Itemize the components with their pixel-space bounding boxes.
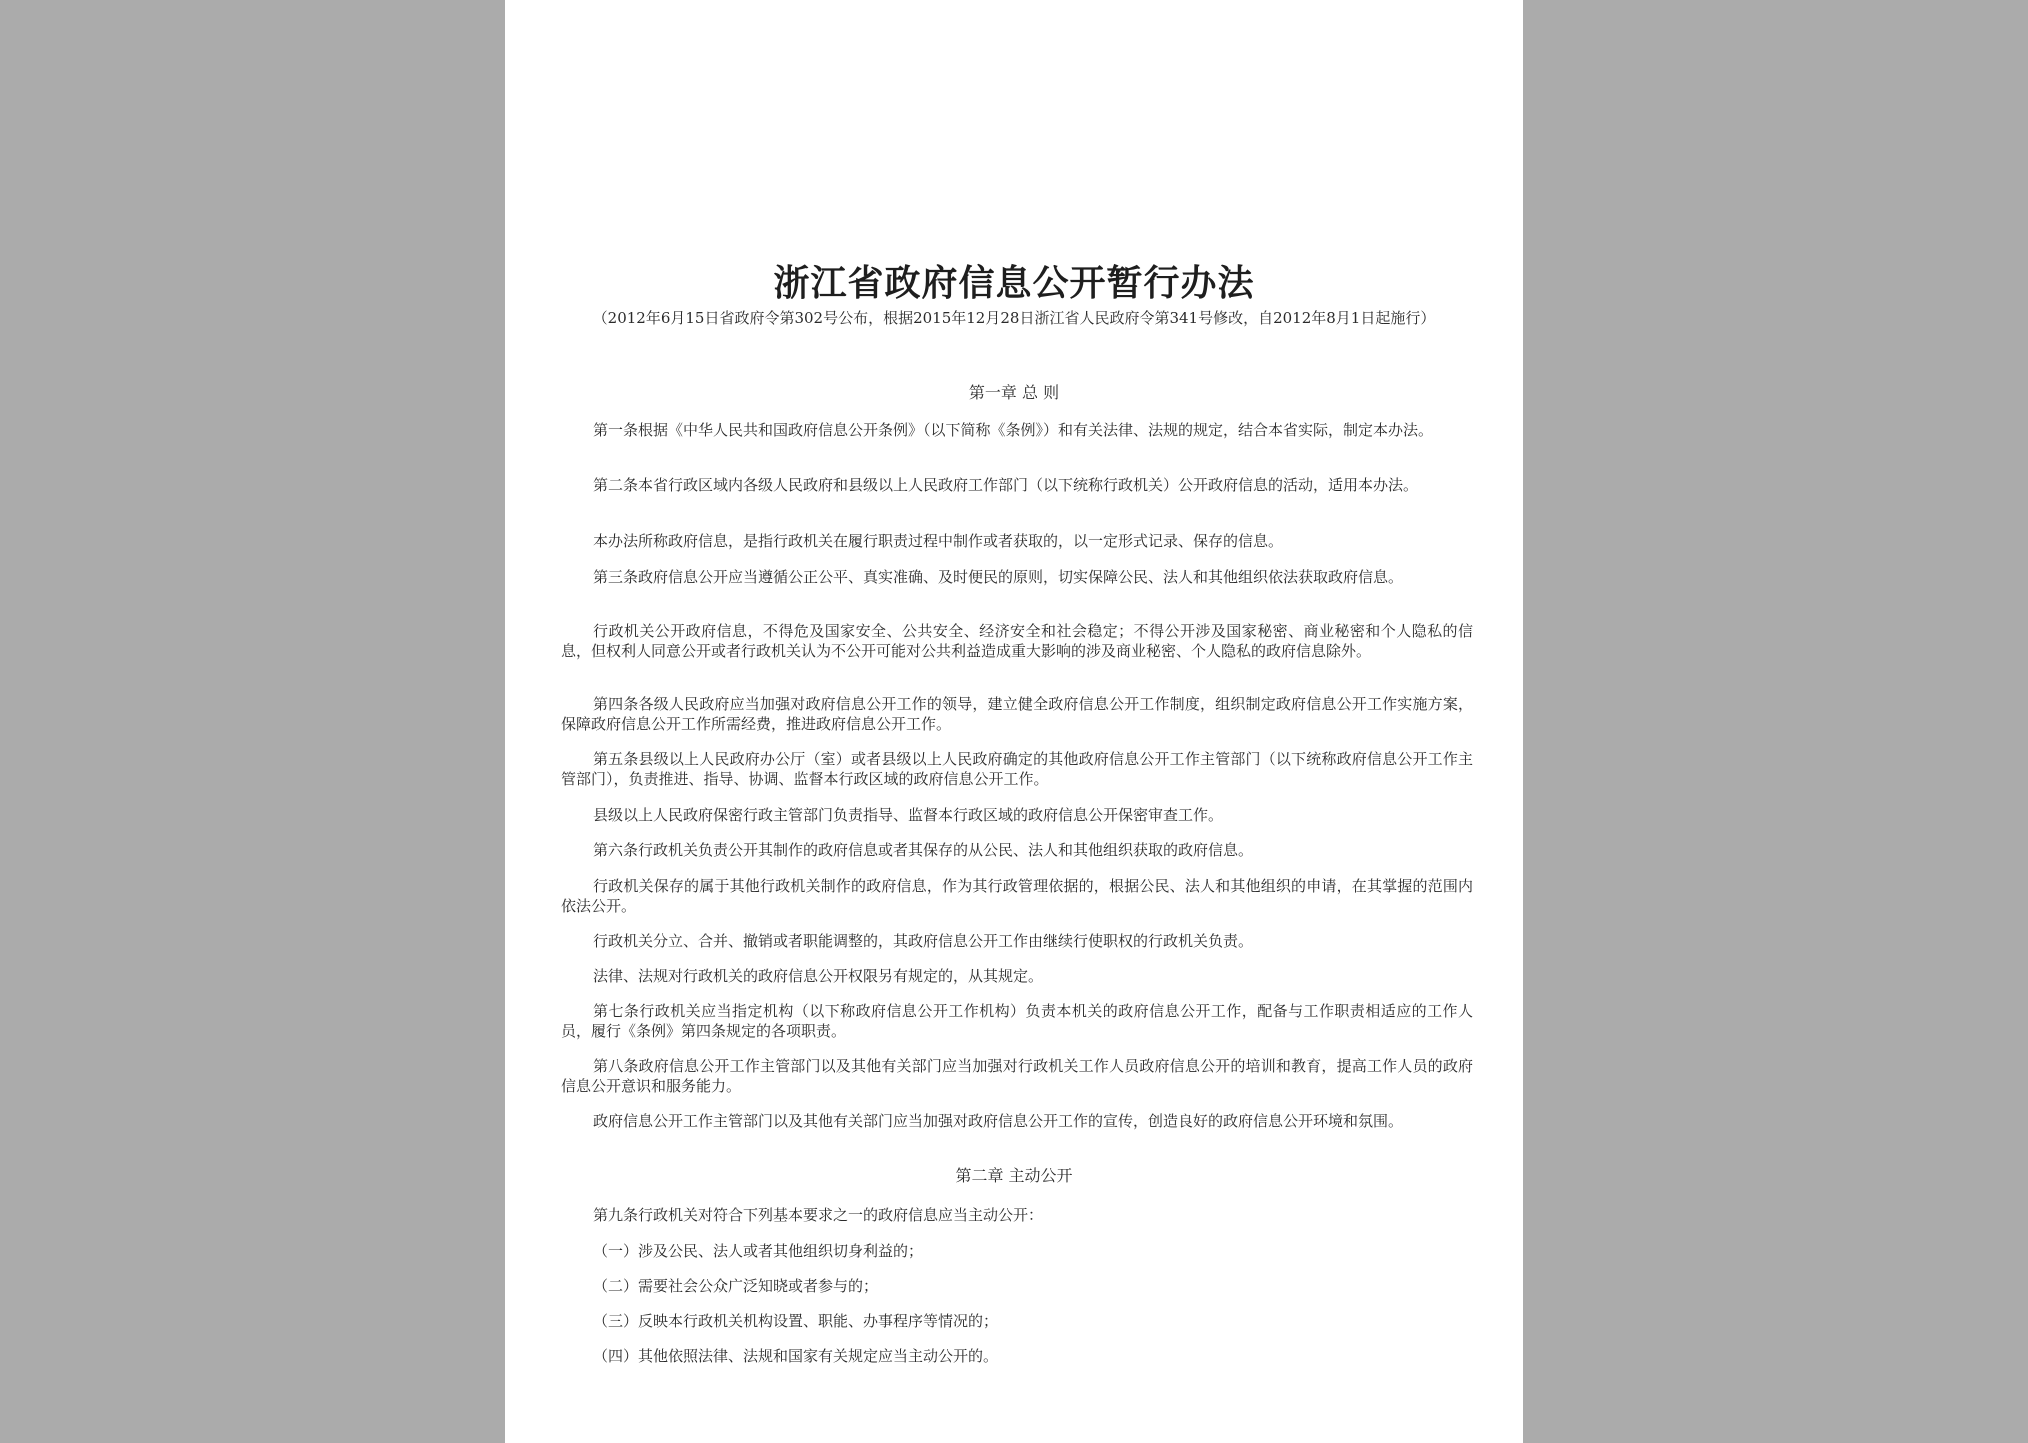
paragraph: 第八条政府信息公开工作主管部门以及其他有关部门应当加强对行政机关工作人员政府信息公开的培训和教育，提高工作人员的政府信息公开意识和服务能力。 bbox=[561, 1057, 1473, 1095]
paragraph: 第四条各级人民政府应当加强对政府信息公开工作的领导，建立健全政府信息公开工作制度，组织制定政府信息公开工作实施方案，保障政府信息公开工作所需经费，推进政府信息公开工作。 bbox=[561, 695, 1473, 733]
list-item: （四）其他依照法律、法规和国家有关规定应当主动公开的。 bbox=[593, 1347, 999, 1365]
paragraph: 本办法所称政府信息，是指行政机关在履行职责过程中制作或者获取的，以一定形式记录、保存的信息。 bbox=[593, 532, 1284, 550]
paragraph: 第六条行政机关负责公开其制作的政府信息或者其保存的从公民、法人和其他组织获取的政府信息。 bbox=[593, 841, 1254, 859]
paragraph: 第七条行政机关应当指定机构（以下称政府信息公开工作机构）负责本机关的政府信息公开工作，配备与工作职责相适应的工作人员，履行《条例》第四条规定的各项职责。 bbox=[561, 1002, 1473, 1040]
list-item: （二）需要社会公众广泛知晓或者参与的； bbox=[593, 1277, 879, 1295]
document-subtitle: （2012年6月15日省政府令第302号公布，根据2015年12月28日浙江省人民政府令第341号修改，自2012年8月1日起施行） bbox=[592, 309, 1436, 327]
paragraph: 第二条本省行政区域内各级人民政府和县级以上人民政府工作部门（以下统称行政机关）公开政府信息的活动，适用本办法。 bbox=[593, 476, 1419, 494]
paragraph: 行政机关公开政府信息，不得危及国家安全、公共安全、经济安全和社会稳定；不得公开涉及国家秘密、商业秘密和个人隐私的信息，但权利人同意公开或者行政机关认为不公开可能对公共利益造成重大影响的涉及商业秘密、个人隐私的政府信息除外。 bbox=[561, 622, 1473, 660]
paragraph: 第一条根据《中华人民共和国政府信息公开条例》（以下简称《条例》）和有关法律、法规的规定，结合本省实际，制定本办法。 bbox=[593, 421, 1434, 439]
paragraph: 第三条政府信息公开应当遵循公正公平、真实准确、及时便民的原则，切实保障公民、法人和其他组织依法获取政府信息。 bbox=[593, 568, 1404, 586]
chapter-heading: 第二章 主动公开 bbox=[955, 1166, 1073, 1185]
paragraph: 政府信息公开工作主管部门以及其他有关部门应当加强对政府信息公开工作的宣传，创造良好的政府信息公开环境和氛围。 bbox=[593, 1112, 1404, 1130]
list-item: （一）涉及公民、法人或者其他组织切身利益的； bbox=[593, 1242, 924, 1260]
document-title: 浙江省政府信息公开暂行办法 bbox=[773, 262, 1255, 304]
paragraph: 第九条行政机关对符合下列基本要求之一的政府信息应当主动公开： bbox=[593, 1206, 1044, 1224]
list-item: （三）反映本行政机关机构设置、职能、办事程序等情况的； bbox=[593, 1312, 999, 1330]
paragraph: 行政机关分立、合并、撤销或者职能调整的，其政府信息公开工作由继续行使职权的行政机关负责。 bbox=[593, 932, 1254, 950]
paragraph: 行政机关保存的属于其他行政机关制作的政府信息，作为其行政管理依据的，根据公民、法人和其他组织的申请，在其掌握的范围内依法公开。 bbox=[561, 877, 1473, 915]
chapter-heading: 第一章 总 则 bbox=[968, 383, 1060, 402]
paragraph: 第五条县级以上人民政府办公厅（室）或者县级以上人民政府确定的其他政府信息公开工作主管部门（以下统称政府信息公开工作主管部门），负责推进、指导、协调、监督本行政区域的政府信息公开工作。 bbox=[561, 750, 1473, 788]
document-page bbox=[505, 0, 1523, 1443]
paragraph: 县级以上人民政府保密行政主管部门负责指导、监督本行政区域的政府信息公开保密审查工作。 bbox=[593, 806, 1224, 824]
paragraph: 法律、法规对行政机关的政府信息公开权限另有规定的，从其规定。 bbox=[593, 967, 1044, 985]
